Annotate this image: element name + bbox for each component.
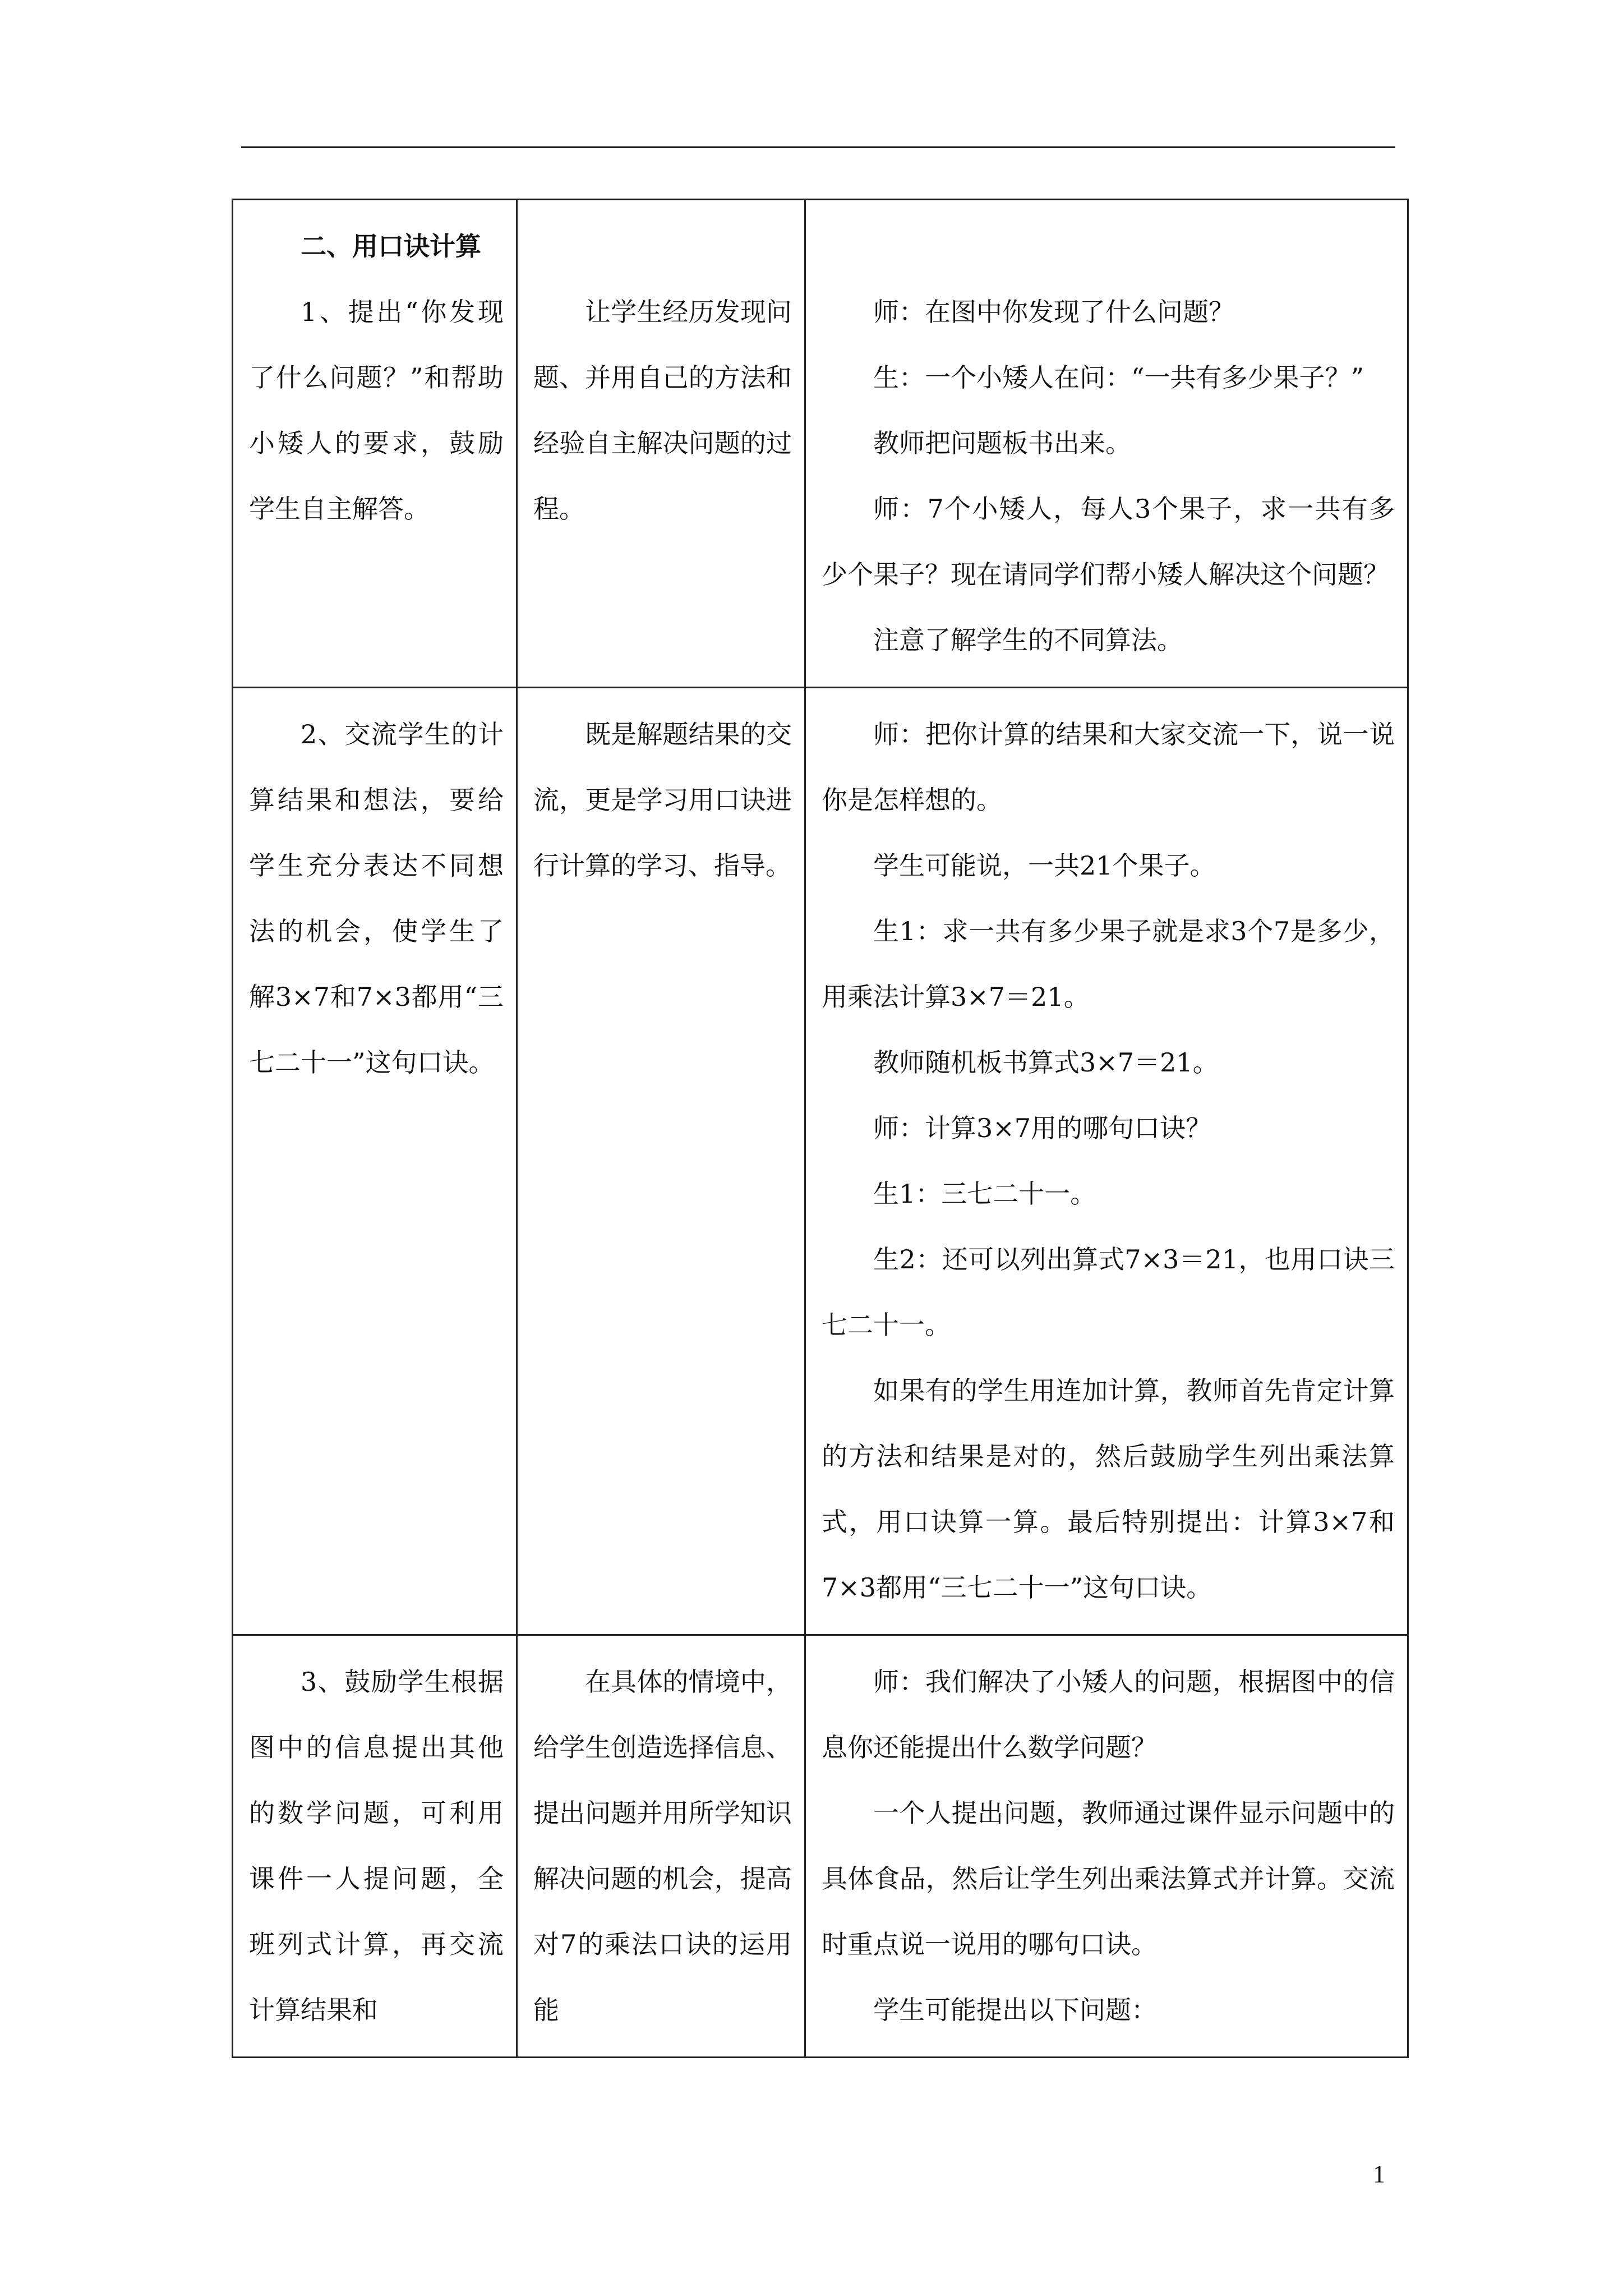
table-row (233, 200, 1408, 688)
page-number: 1 (1373, 2160, 1385, 2188)
cell-paragraph: 师：计算3×7用的哪句口诀？ (873, 1113, 1212, 1143)
cell-paragraph: 1、提出“你发现了什么问题？”和帮助小矮人的要求，鼓励学生自主解答。 (249, 297, 504, 524)
cell-paragraph: 师：我们解决了小矮人的问题，根据图中的信息你还能提出什么数学问题？ (822, 1667, 1395, 1763)
cell-paragraph: 2、交流学生的计算结果和想法，要给学生充分表达不同想法的机会，使学生了解3×7和7×3都用“三七二十一”这句口诀。 (249, 719, 504, 1078)
intent-cell (517, 1635, 805, 2058)
activity-cell (233, 688, 517, 1635)
cell-paragraph: 师：把你计算的结果和大家交流一下，说一说你是怎样想的。 (822, 719, 1395, 815)
process-cell (805, 1635, 1408, 2058)
cell-paragraph: 一个人提出问题，教师通过课件显示问题中的具体食品，然后让学生列出乘法算式并计算。交流时重点说一说用的哪句口诀。 (822, 1798, 1395, 1959)
process-cell (805, 200, 1408, 688)
cell-paragraph: 注意了解学生的不同算法。 (873, 625, 1183, 655)
activity-cell (233, 200, 517, 688)
cell-paragraph: 学生可能提出以下问题： (873, 1995, 1157, 2025)
cell-paragraph: 生1：三七二十一。 (873, 1179, 1096, 1209)
cell-paragraph: 生：一个小矮人在问：“一共有多少果子？” (873, 362, 1364, 393)
table-row (233, 688, 1408, 1635)
table-row (233, 1635, 1408, 2058)
cell-paragraph: 如果有的学生用连加计算，教师首先肯定计算的方法和结果是对的，然后鼓励学生列出乘法算式，用口诀算一算。最后特别提出：计算3×7和7×3都用“三七二十一”这句口诀。 (822, 1375, 1395, 1603)
cell-paragraph: 让学生经历发现问题、并用自己的方法和经验自主解决问题的过程。 (533, 297, 792, 524)
intent-cell (517, 200, 805, 688)
cell-paragraph: 师：在图中你发现了什么问题？ (873, 297, 1234, 327)
cell-paragraph: 3、鼓励学生根据图中的信息提出其他的数学问题，可利用课件一人提问题，全班列式计算，再交流计算结果和 (249, 1667, 504, 2025)
intent-cell (517, 688, 805, 1635)
blank-line (822, 214, 1395, 279)
lesson-table (232, 199, 1409, 2058)
cell-paragraph: 生2：还可以列出算式7×3＝21，也用口诀三七二十一。 (822, 1244, 1395, 1340)
header-rule (241, 146, 1395, 148)
cell-paragraph: 生1：求一共有多少果子就是求3个7是多少，用乘法计算3×7＝21。 (822, 916, 1395, 1012)
cell-paragraph: 既是解题结果的交流，更是学习用口诀进行计算的学习、指导。 (533, 719, 792, 881)
section-title: 二、用口诀计算 (301, 231, 481, 261)
process-cell (805, 688, 1408, 1635)
cell-paragraph: 在具体的情境中，给学生创造选择信息、提出问题并用所学知识解决问题的机会，提高对7的乘法口诀的运用能 (533, 1667, 792, 2025)
blank-line (533, 214, 792, 279)
cell-paragraph: 教师把问题板书出来。 (873, 428, 1131, 458)
cell-paragraph: 学生可能说，一共21个果子。 (873, 850, 1216, 881)
cell-paragraph: 师：7个小矮人，每人3个果子，求一共有多少个果子？现在请同学们帮小矮人解决这个问题？ (822, 494, 1395, 590)
cell-paragraph: 教师随机板书算式3×7＝21。 (873, 1047, 1219, 1078)
activity-cell (233, 1635, 517, 2058)
